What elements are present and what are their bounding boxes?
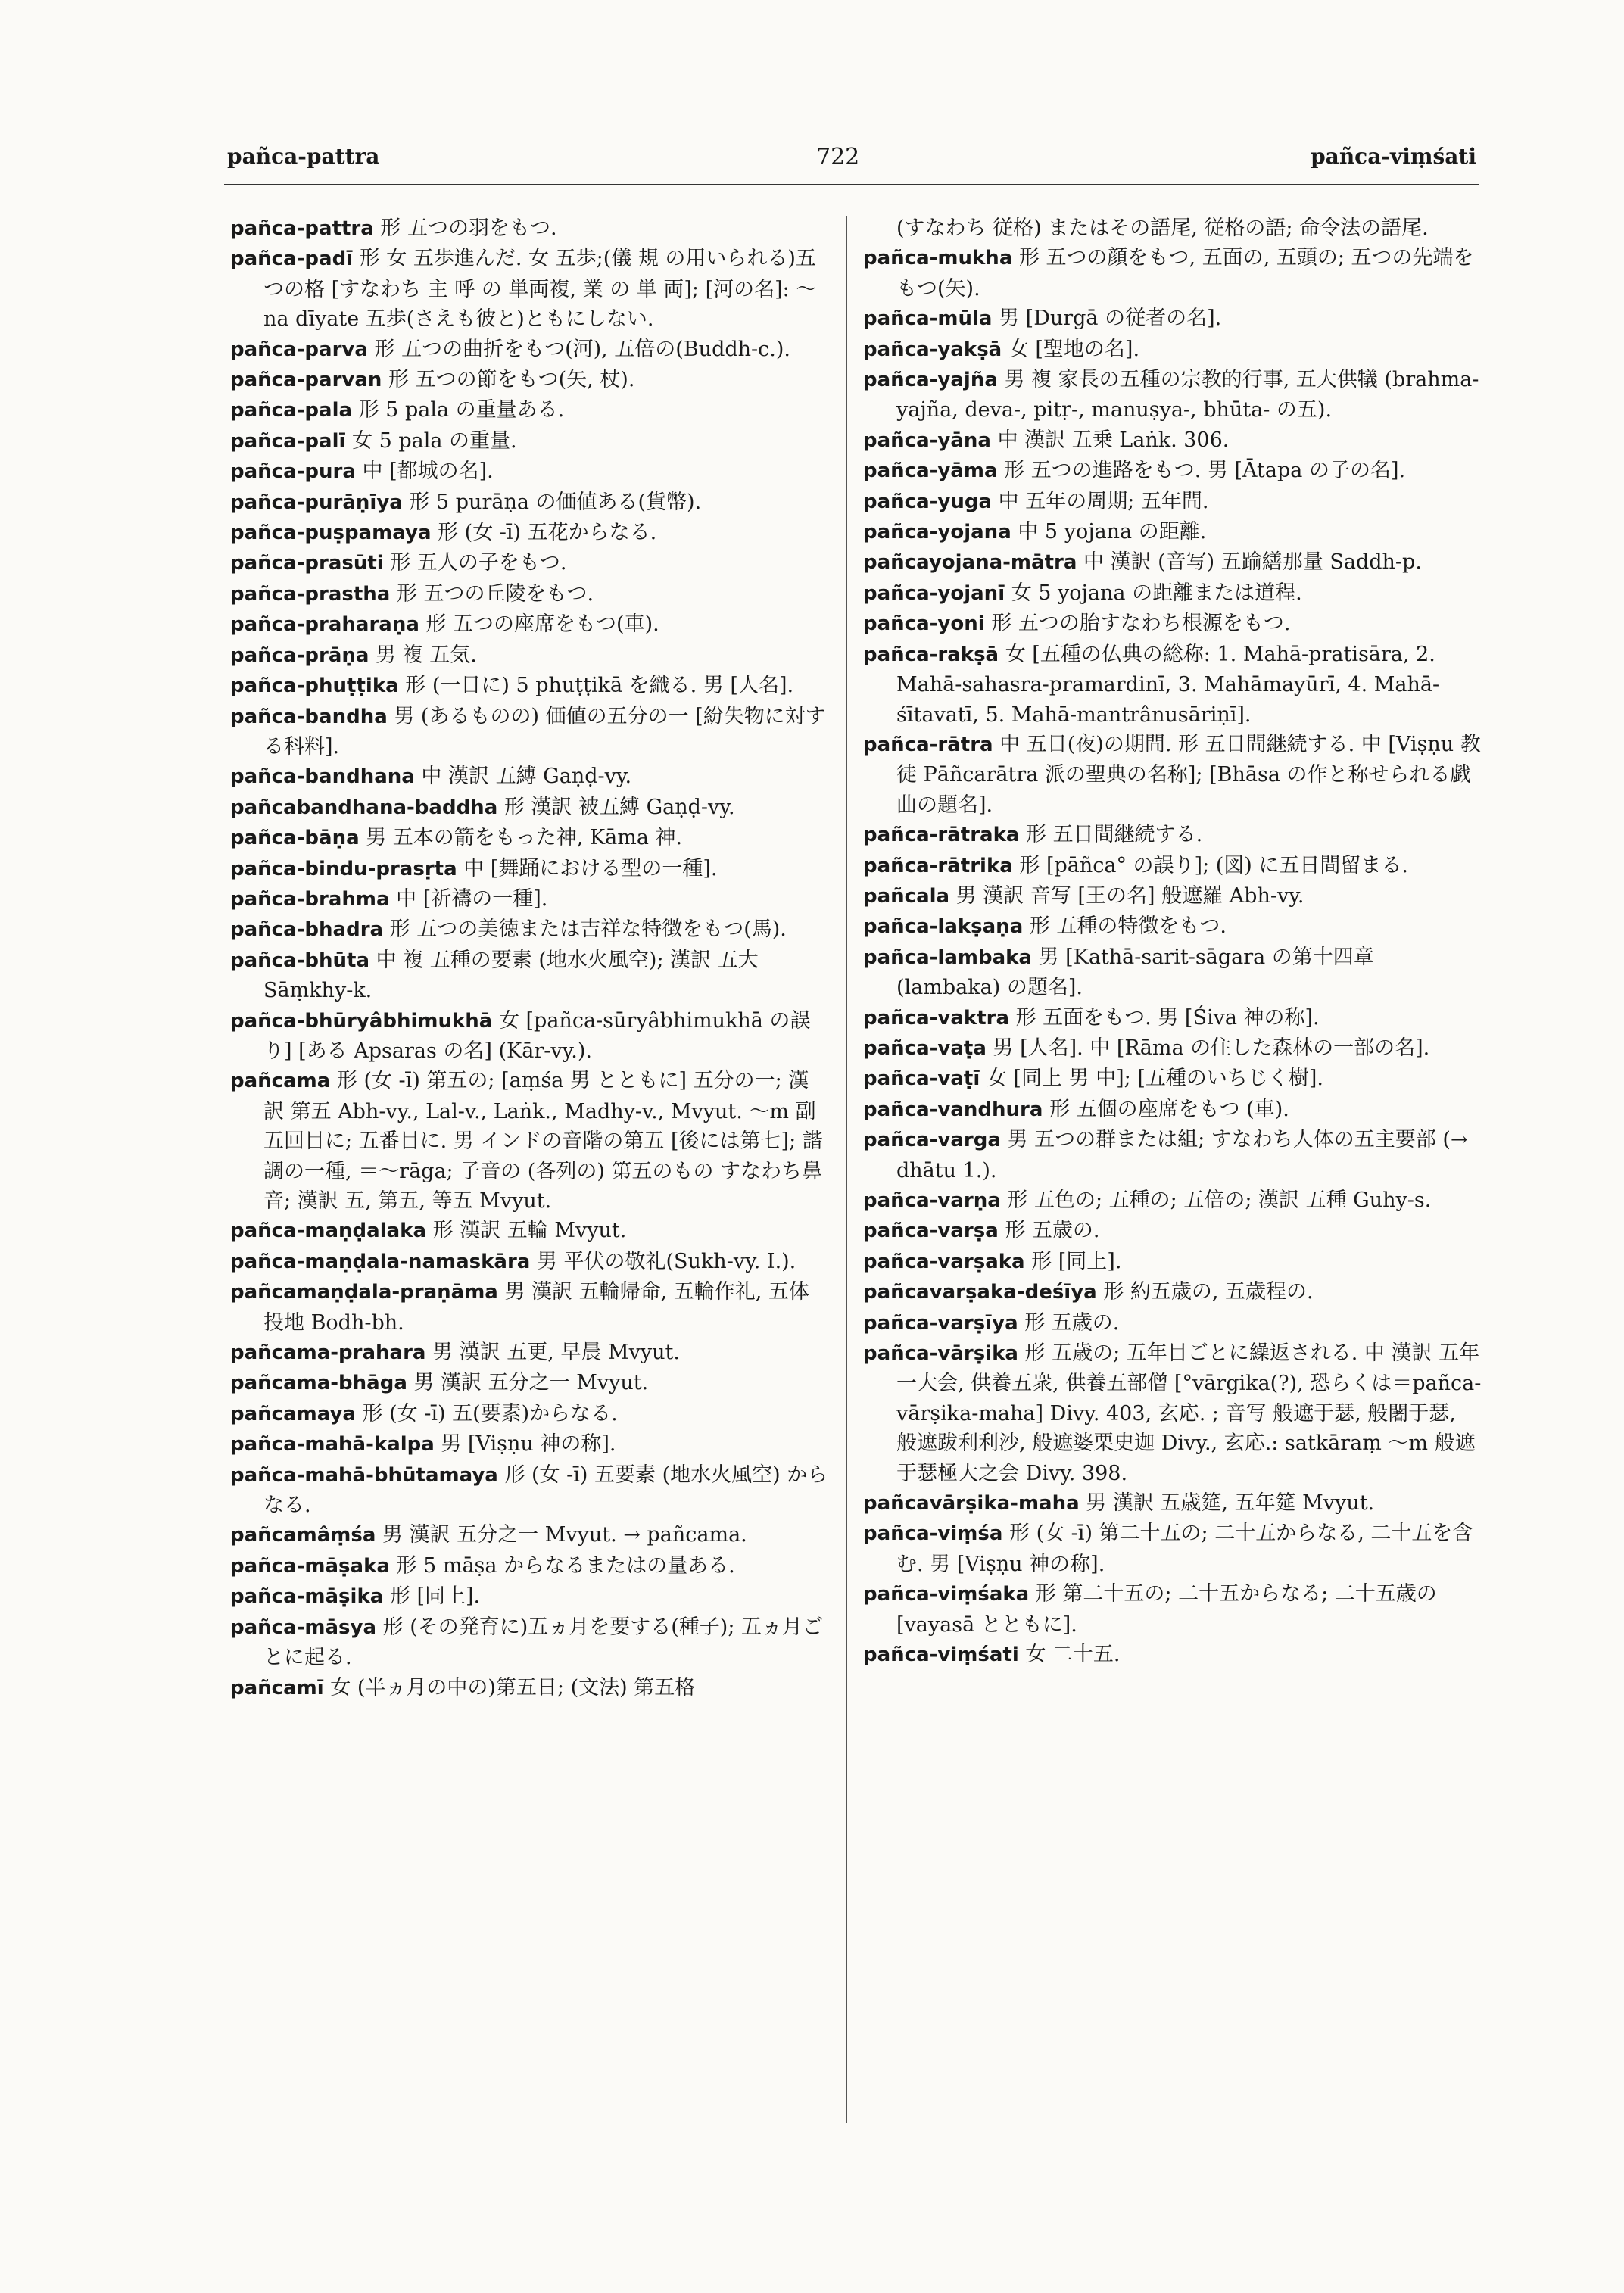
- entry-definition: 形 五つの胎すなわち根源をもつ.: [991, 612, 1291, 636]
- dictionary-entry: [230, 884, 828, 914]
- entry-headword: pañcabandhana-baddha: [230, 796, 498, 819]
- entry-headword: pañcamaṇḍala-praṇāma: [230, 1281, 498, 1304]
- entry-headword: pañcama-prahara: [230, 1341, 426, 1365]
- column-divider: [846, 216, 847, 2123]
- entry-definition: 形 五個の座席をもつ (車).: [1049, 1097, 1289, 1121]
- entry-definition: 中 複 五種の要素 (地水火風空); 漢訳 五大 Sāṃkhy-k.: [263, 948, 759, 1003]
- entry-headword: pañca-bhūta: [230, 949, 370, 972]
- entry-headword: pañca-vārṣika: [863, 1342, 1018, 1366]
- dictionary-entry: [230, 702, 828, 762]
- entry-headword: pañca-rakṣā: [863, 643, 999, 666]
- entry-definition: 形 漢訳 被五縛 Gaṇḍ-vy.: [503, 795, 735, 819]
- entry-definition: 女 [五種の仏典の総称: 1. Mahā-pratisāra, 2. Mahā-sahasra-pramardinī, 3. Mahāmayūrī, 4. Mahā-śītavatī, 5. Mahā-mantrânusāriṇī].: [896, 642, 1440, 727]
- entry-headword: pañca-bandha: [230, 705, 388, 728]
- entry-definition: 形 五人の子をもつ.: [390, 551, 567, 575]
- entry-headword: pañca-mahā-bhūtamaya: [230, 1463, 498, 1487]
- entry-headword: pañca-mūla: [863, 307, 993, 331]
- dictionary-entry: [230, 762, 828, 792]
- dictionary-entry: [230, 1460, 828, 1521]
- entry-headword: pañca-viṃśaka: [863, 1583, 1030, 1606]
- dictionary-entry: [863, 1247, 1482, 1277]
- entry-definition: 女 [聖地の名].: [1008, 337, 1140, 361]
- dictionary-entry: [230, 914, 828, 945]
- dictionary-entry: [230, 1006, 828, 1067]
- entry-definition: 男 漢訳 五更, 早晨 Mvyut.: [432, 1341, 680, 1365]
- entry-headword: pañca-māṣika: [230, 1585, 384, 1609]
- dictionary-entry: [863, 1338, 1482, 1488]
- left-column: [230, 213, 828, 1703]
- dictionary-entry: [230, 548, 828, 578]
- dictionary-entry: [863, 730, 1482, 820]
- entry-definition: 男 複 五気.: [376, 643, 477, 667]
- entry-headword: pañca-bindu-prasṛta: [230, 857, 457, 880]
- entry-headword: pañca-prastha: [230, 582, 391, 606]
- entry-headword: pañca-brahma: [230, 887, 390, 911]
- dictionary-entry: [863, 609, 1482, 639]
- entry-definition: 男 平伏の敬礼(Sukh-vy. I.).: [536, 1249, 796, 1273]
- right-column: [863, 213, 1482, 1671]
- dictionary-entry: [230, 1520, 828, 1550]
- dictionary-entry: [863, 1488, 1482, 1519]
- entry-headword: pañca-vandhura: [863, 1098, 1043, 1121]
- dictionary-entry: [230, 456, 828, 487]
- dictionary-entry: [863, 881, 1482, 911]
- entry-definition: 形 五つの座席をもつ(車).: [425, 612, 659, 637]
- dictionary-entry: [863, 304, 1482, 334]
- dictionary-entry: [863, 640, 1482, 730]
- entry-headword: pañca-māsya: [230, 1615, 377, 1639]
- entry-definition: 形 五つの曲折をもつ(河), 五倍の(Buddh-c.).: [374, 337, 790, 361]
- dictionary-entry: [863, 911, 1482, 942]
- entry-headword: pañca-yojanī: [863, 581, 1005, 605]
- entry-headword: pañca-yāna: [863, 428, 991, 452]
- entry-headword: pañca-praharaṇa: [230, 613, 419, 637]
- entry-definition: 中 五年の周期; 五年間.: [998, 489, 1209, 513]
- entry-definition: 形 5 purāṇa の価値ある(貨幣).: [409, 490, 702, 514]
- entry-definition: 形 五つの節をもつ(矢, 杖).: [388, 368, 635, 392]
- dictionary-entry: [230, 1581, 828, 1612]
- entry-headword: pañca-viṃśa: [863, 1522, 1003, 1546]
- dictionary-entry: [863, 1579, 1482, 1640]
- entry-definition: 女 [同上 男 中]; [五種のいちじく樹].: [986, 1067, 1323, 1091]
- entry-headword: pañca-rātra: [863, 733, 993, 756]
- entry-definition: 男 [人名]. 中 [Rāma の住した森林の一部の名].: [993, 1036, 1430, 1060]
- entry-headword: pañca-bandhana: [230, 765, 415, 789]
- entry-definition: 中 漢訳 五縛 Gaṇḍ-vy.: [421, 765, 632, 789]
- entry-headword: pañca-maṇḍalaka: [230, 1220, 427, 1243]
- entry-definition: 形 五つの顔をもつ, 五面の, 五頭の; 五つの先端をもつ(矢).: [896, 246, 1474, 301]
- entry-definition: 女 5 yojana の距離または道程.: [1011, 581, 1302, 605]
- dictionary-entry: [230, 854, 828, 884]
- dictionary-entry: [863, 335, 1482, 365]
- entry-headword: pañca-prasūti: [230, 552, 384, 575]
- entry-definition: 女 5 pala の重量.: [352, 428, 517, 453]
- entry-definition: 形 [pāñca° の誤り]; (図) に五日間留まる.: [1019, 853, 1409, 877]
- entry-definition: 形 5 pala の重量ある.: [358, 398, 565, 422]
- entry-headword: pañca-varṣīya: [863, 1311, 1018, 1335]
- entry-headword: pañcavarṣaka-deśīya: [863, 1281, 1097, 1304]
- dictionary-entry: [230, 1673, 828, 1703]
- entry-definition: 男 漢訳 五歳筵, 五年筵 Mvyut.: [1086, 1491, 1375, 1516]
- entry-headword: pañca-mukha: [863, 247, 1013, 270]
- dictionary-entry: [230, 213, 828, 244]
- dictionary-entry: [230, 1338, 828, 1368]
- entry-definition: 男 漢訳 音写 [王の名] 般遮羅 Abh-vy.: [955, 883, 1304, 908]
- entry-headword: pañcama-bhāga: [230, 1372, 407, 1395]
- entry-headword: pañca-yāma: [863, 460, 998, 483]
- entry-headword: pañca-vaṭa: [863, 1036, 987, 1060]
- dictionary-entry: [230, 793, 828, 823]
- dictionary-entry: [230, 609, 828, 640]
- entry-headword: pañca-viṃśati: [863, 1643, 1019, 1667]
- entry-headword: pañca-yojana: [863, 521, 1011, 544]
- entry-headword: pañca-purāṇīya: [230, 491, 403, 514]
- entry-headword: pañca-yoni: [863, 612, 985, 636]
- entry-headword: pañca-vaṭī: [863, 1067, 980, 1091]
- page-number: 722: [816, 144, 860, 170]
- dictionary-entry: [230, 946, 828, 1006]
- entry-headword: pañcala: [863, 884, 950, 908]
- dictionary-entry: [230, 1368, 828, 1398]
- dictionary-entry: [863, 1125, 1482, 1185]
- entry-headword: pañca-mahā-kalpa: [230, 1433, 435, 1456]
- entry-definition: 形 女 五歩進んだ. 女 五歩;(儀 規 の用いられる)五つの格 [すなわち 主 呼 の 単両複, 業 の 単 両]; [河の名]: ～ na dīyate 五歩(さえも彼と)ともにしない.: [263, 247, 817, 332]
- entry-definition: 形 漢訳 五輪 Mvyut.: [432, 1219, 627, 1243]
- entry-definition: 形 [同上].: [1031, 1249, 1122, 1273]
- entry-headword: pañcamī: [230, 1676, 324, 1699]
- entry-definition: 形 第二十五の; 二十五からなる; 二十五歳の [vayasā とともに].: [896, 1582, 1437, 1637]
- entry-headword: pañca-vaktra: [863, 1006, 1009, 1030]
- dictionary-entry: [863, 425, 1482, 456]
- entry-definition: 男 複 家長の五種の宗教的行事, 五大供犠 (brahma-yajña, deva-, pitṛ-, manuṣya-, bhūta- の五).: [896, 368, 1479, 422]
- entry-headword: pañca-varṣaka: [863, 1250, 1025, 1273]
- dictionary-entry: [230, 335, 828, 365]
- entry-definition: 形 (一日に) 5 phuṭṭikā を織る. 男 [人名].: [405, 674, 794, 698]
- dictionary-entry: [863, 1064, 1482, 1094]
- entry-definition: 形 (女 -ī) 第二十五の; 二十五からなる, 二十五を含む. 男 [Viṣṇu 神の称].: [896, 1522, 1473, 1576]
- entry-definition: 形 (女 -ī) 五要素 (地水火風空) からなる.: [263, 1463, 828, 1518]
- dictionary-entry: [230, 426, 828, 456]
- dictionary-entry: [230, 488, 828, 518]
- dictionary-entry: [230, 1429, 828, 1460]
- dictionary-entry: [863, 1095, 1482, 1125]
- continued-entry: (すなわち 従格) またはその語尾, 従格の語; 命令法の語尾.: [896, 217, 1429, 240]
- entry-headword: pañca-pura: [230, 460, 356, 484]
- running-head-right: pañca-viṃśati: [1311, 144, 1476, 169]
- entry-headword: pañcavārṣika-maha: [863, 1492, 1080, 1516]
- entry-headword: pañca-maṇḍala-namaskāra: [230, 1250, 531, 1273]
- dictionary-entry: [230, 244, 828, 334]
- entry-headword: pañca-lakṣaṇa: [863, 915, 1024, 939]
- dictionary-entry: [230, 1247, 828, 1277]
- entry-definition: 男 [Viṣṇu 神の称].: [441, 1432, 616, 1456]
- entry-definition: 男 [Kathā-sarit-sāgara の第十四章 (lambaka) の題名].: [896, 945, 1374, 1000]
- dictionary-entry: [230, 1551, 828, 1581]
- entry-definition: 形 五歳の.: [1024, 1310, 1120, 1335]
- entry-definition: 形 五種の特徴をもつ.: [1029, 914, 1227, 939]
- entry-definition: 形 五歳の.: [1005, 1219, 1100, 1243]
- running-head-left: pañca-pattra: [227, 144, 380, 169]
- entry-headword: pañcayojana-mātra: [863, 551, 1077, 575]
- entry-headword: pañca-phuṭṭika: [230, 675, 399, 698]
- entry-definition: 形 約五歳の, 五歳程の.: [1103, 1280, 1314, 1304]
- dictionary-entry: [230, 1277, 828, 1338]
- entry-definition: 形 五つの丘陵をもつ.: [396, 581, 594, 606]
- entry-definition: 形 五日間継続する.: [1026, 823, 1203, 847]
- entry-headword: pañca-māṣaka: [230, 1554, 390, 1578]
- header-rule: [224, 184, 1479, 185]
- entry-headword: pañca-parvan: [230, 369, 382, 392]
- dictionary-entry: [230, 1216, 828, 1246]
- entry-definition: 男 五つの群または組; すなわち人体の五主要部 (→ dhātu 1.).: [896, 1128, 1468, 1182]
- entry-definition: 中 [舞踊における型の一種].: [463, 856, 718, 880]
- dictionary-entry: [230, 1612, 828, 1673]
- entry-headword: pañca-pala: [230, 399, 353, 422]
- dictionary-entry: [863, 1640, 1482, 1670]
- dictionary-entry: [863, 942, 1482, 1003]
- dictionary-entry: [230, 1399, 828, 1429]
- dictionary-entry: [863, 578, 1482, 609]
- entry-definition: 形 五つの進路をもつ. 男 [Ātapa の子の名].: [1004, 459, 1406, 483]
- entry-headword: pañca-rātraka: [863, 824, 1020, 847]
- entry-headword: pañca-puṣpamaya: [230, 522, 432, 545]
- entry-headword: pañca-lambaka: [863, 946, 1032, 969]
- dictionary-entry: [230, 1066, 828, 1216]
- dictionary-entry: [863, 517, 1482, 547]
- dictionary-entry: [230, 671, 828, 701]
- entry-headword: pañca-rātrika: [863, 854, 1013, 877]
- entry-definition: 形 五歳の; 五年目ごとに繰返される. 中 漢訳 五年一大会, 供養五衆, 供養五部僧 [°vārgika(?), 恐らくは＝pañca-vārṣika-maha] Divy. 403, 玄応. ; 音写 般遮于瑟, 般闍于瑟, 般遮跋利利沙, 般遮婆栗史迦 Divy., 玄応.: satkāraṃ ～m 般遮于瑟極大之会 Divy. 398.: [896, 1341, 1482, 1485]
- dictionary-entry: [863, 851, 1482, 881]
- entry-definition: 中 漢訳 五乗 Laṅk. 306.: [997, 428, 1230, 452]
- dictionary-entry: [863, 456, 1482, 486]
- entry-definition: 形 五つの羽をもつ.: [380, 217, 557, 240]
- entry-headword: pañca-pattra: [230, 217, 374, 240]
- entry-definition: 中 [祈禱の一種].: [396, 886, 548, 911]
- entry-definition: 男 [Durgā の従者の名].: [999, 307, 1222, 331]
- entry-definition: 形 五つの美徳または吉祥な特徴をもつ(馬).: [389, 918, 787, 942]
- dictionary-entry: [863, 1033, 1482, 1064]
- entry-definition: 男 漢訳 五分之一 Mvyut. → pañcama.: [382, 1523, 747, 1547]
- entry-headword: pañca-bhūryâbhimukhā: [230, 1009, 493, 1033]
- dictionary-entry: [863, 365, 1482, 425]
- entry-headword: pañca-padī: [230, 248, 354, 271]
- entry-headword: pañca-prāṇa: [230, 643, 369, 667]
- dictionary-entry: [863, 487, 1482, 517]
- entry-headword: pañcamaya: [230, 1402, 356, 1425]
- entry-definition: 中 5 yojana の距離.: [1018, 520, 1207, 544]
- entry-definition: 女 二十五.: [1025, 1643, 1121, 1667]
- dictionary-entry: [863, 1277, 1482, 1307]
- entry-headword: pañca-bāṇa: [230, 827, 360, 850]
- dictionary-entry: [863, 243, 1482, 304]
- entry-definition: 形 [同上].: [389, 1584, 481, 1609]
- dictionary-entry: [863, 1185, 1482, 1216]
- entry-definition: 中 漢訳 (音写) 五踰繕那量 Saddh-p.: [1083, 550, 1422, 575]
- entry-definition: 形 五色の; 五種の; 五倍の; 漢訳 五種 Guhy-s.: [1007, 1189, 1432, 1212]
- entry-headword: pañca-yajña: [863, 369, 998, 392]
- entry-headword: pañca-yuga: [863, 490, 993, 513]
- entry-headword: pañca-parva: [230, 338, 368, 361]
- entry-headword: pañca-palī: [230, 429, 346, 453]
- dictionary-entry: [863, 1519, 1482, 1579]
- dictionary-entry: [230, 518, 828, 548]
- entry-definition: 男 (あるものの) 価値の五分の一 [紛失物に対する科料].: [263, 704, 826, 759]
- entry-definition: 形 (その発育に)五ヵ月を要する(種子); 五ヵ月ごとに起る.: [263, 1615, 824, 1670]
- entry-definition: 形 五面をもつ. 男 [Śiva 神の称].: [1015, 1005, 1320, 1030]
- dictionary-entry: [230, 640, 828, 671]
- entry-definition: 男 漢訳 五分之一 Mvyut.: [413, 1371, 649, 1395]
- entry-headword: pañca-varga: [863, 1129, 1001, 1152]
- dictionary-entry: [230, 395, 828, 425]
- entry-definition: 女 [pañca-sūryâbhimukhā の誤り] [ある Apsaras の名] (Kār-vy.).: [263, 1008, 811, 1063]
- entry-definition: 中 [都城の名].: [362, 460, 494, 484]
- dictionary-entry: [230, 823, 828, 853]
- entry-headword: pañca-yakṣā: [863, 338, 1002, 361]
- entry-definition: 男 漢訳 五輪帰命, 五輪作礼, 五体投地 Bodh-bh.: [263, 1280, 809, 1335]
- entry-definition: 形 (女 -ī) 五花からなる.: [438, 521, 657, 545]
- dictionary-entry: [863, 1308, 1482, 1338]
- entry-definition: 形 5 māṣa からなるまたはの量ある.: [396, 1553, 735, 1578]
- entry-definition: 女 (半ヵ月の中の)第五日; (文法) 第五格: [330, 1675, 696, 1699]
- entry-definition: 形 (女 -ī) 第五の; [aṃśa 男 とともに] 五分の一; 漢訳 第五 Abh-vy., Lal-v., Laṅk., Madhy-v., Mvyut. ～m 副 五回目に; 五番目に. 男 インドの音階の第五 [後には第七]; 諧調の一種, ＝～rāga; 子音の (各列の) 第五のもの すなわち鼻音; 漢訳 五, 第五, 等五 Mvyut.: [263, 1069, 823, 1213]
- entry-headword: pañca-varṇa: [863, 1189, 1001, 1212]
- dictionary-entry: [863, 1216, 1482, 1246]
- dictionary-entry: [863, 1003, 1482, 1033]
- entry-headword: pañca-bhadra: [230, 918, 384, 942]
- dictionary-entry: [230, 579, 828, 609]
- entry-definition: 中 五日(夜)の期間. 形 五日間継続する. 中 [Viṣṇu 教徒 Pāñcarātra 派の聖典の名称]; [Bhāsa の作と称せられる戯曲の題名].: [896, 732, 1481, 817]
- dictionary-entry: [230, 365, 828, 395]
- entry-headword: pañcamâṃśa: [230, 1524, 376, 1547]
- dictionary-entry: [863, 547, 1482, 578]
- entry-headword: pañcama: [230, 1070, 331, 1093]
- entry-definition: 形 (女 -ī) 五(要素)からなる.: [362, 1401, 618, 1425]
- entry-headword: pañca-varṣa: [863, 1220, 999, 1243]
- entry-definition: 男 五本の箭をもった神, Kāma 神.: [366, 826, 683, 850]
- dictionary-entry: [863, 820, 1482, 850]
